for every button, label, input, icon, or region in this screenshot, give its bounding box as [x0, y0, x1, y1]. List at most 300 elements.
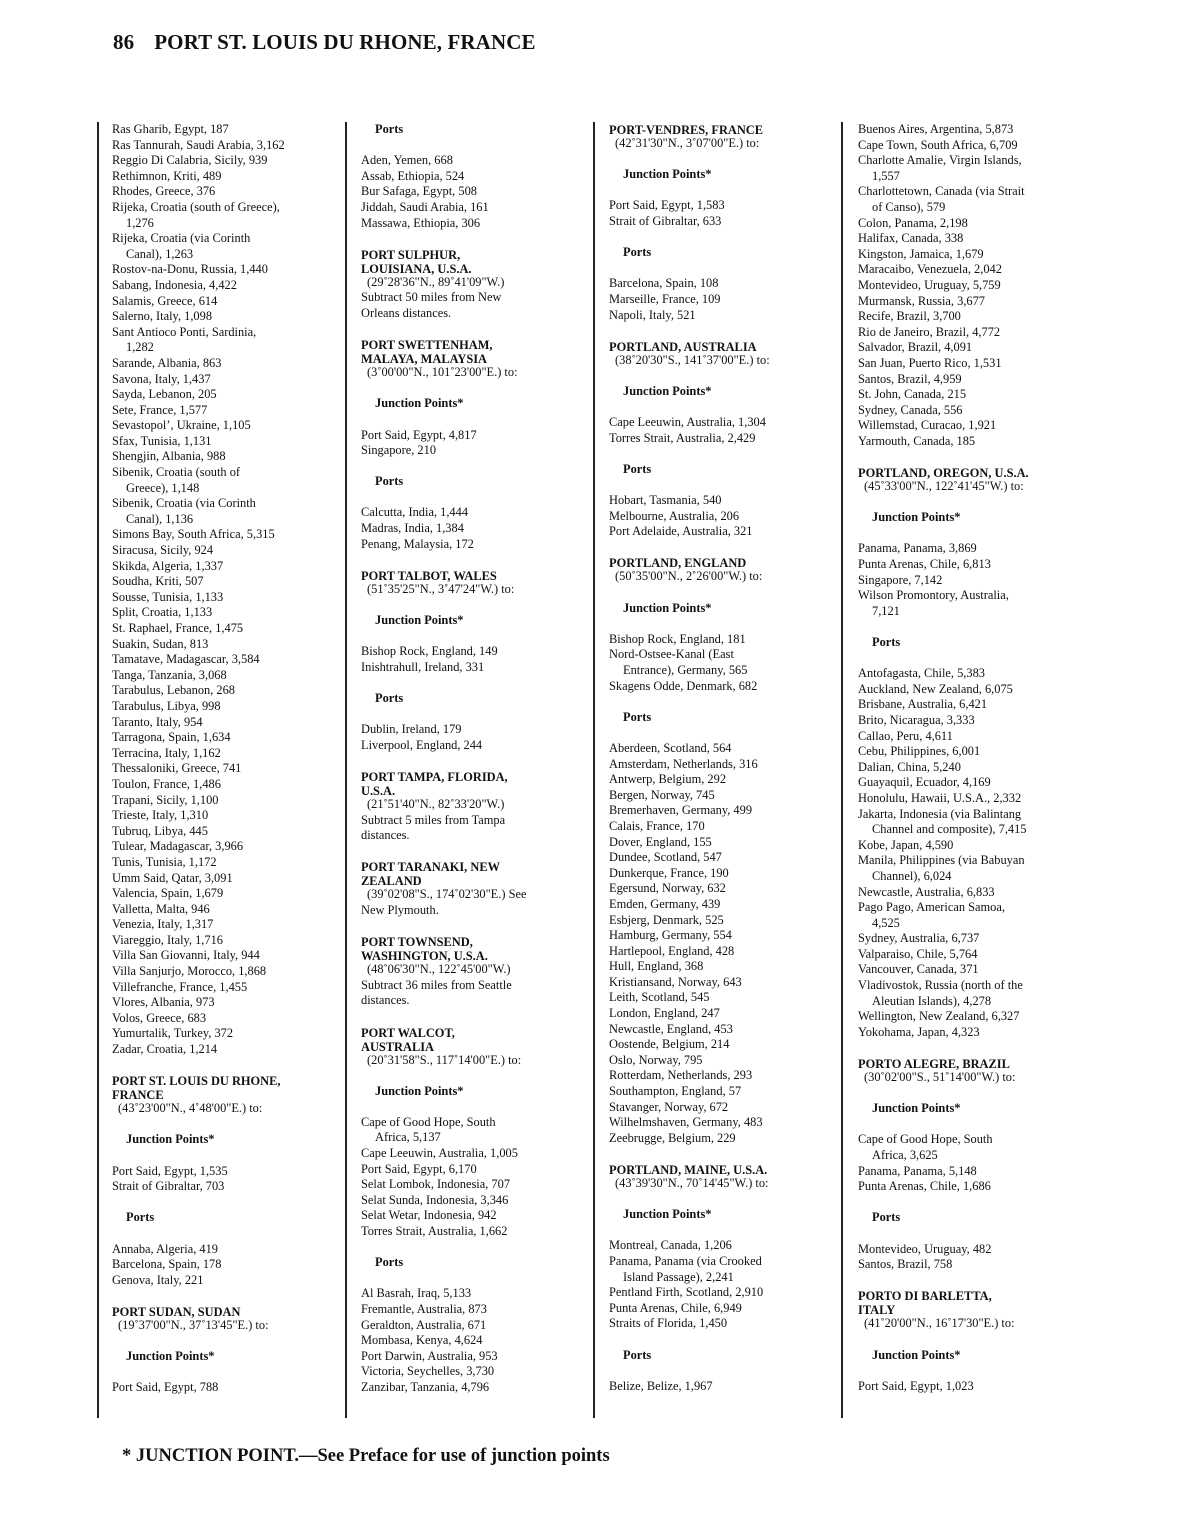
distance-entry: Cape of Good Hope, South	[858, 1132, 993, 1147]
distance-entry: Bremerhaven, Germany, 499	[609, 803, 753, 818]
entry-heading: FRANCE	[112, 1088, 164, 1103]
distance-entry: Guayaquil, Ecuador, 4,169	[858, 775, 991, 790]
section-label: Junction Points*	[375, 396, 464, 411]
distance-entry: Rhodes, Greece, 376	[112, 184, 216, 199]
distance-entry: Selat Wetar, Indonesia, 942	[361, 1208, 497, 1223]
distance-entry: Split, Croatia, 1,133	[112, 605, 213, 620]
spacer	[361, 381, 576, 397]
spacer	[858, 1363, 1073, 1379]
distance-entry: Montreal, Canada, 1,206	[609, 1238, 732, 1253]
distance-entry: Sfax, Tunisia, 1,131	[112, 433, 212, 448]
entry-coordinates: (41˚20'00"N., 16˚17'30"E.) to:	[864, 1316, 1015, 1331]
distance-entry: San Juan, Puerto Rico, 1,531	[858, 355, 1002, 370]
spacer	[112, 1288, 327, 1304]
distance-entry: Strait of Gibraltar, 633	[609, 213, 722, 228]
distance-entry: Wellington, New Zealand, 6,327	[858, 1009, 1020, 1024]
distance-entry: 4,525	[872, 915, 900, 930]
entry-heading: PORTLAND, ENGLAND	[609, 556, 747, 571]
distance-entry: Fremantle, Australia, 873	[361, 1302, 487, 1316]
spacer	[609, 1332, 824, 1348]
distance-entry: Victoria, Seychelles, 3,730	[361, 1364, 495, 1379]
distance-entry: Suakin, Sudan, 813	[112, 636, 209, 651]
distance-entry: Massawa, Ethiopia, 306	[361, 215, 481, 230]
section-label: Ports	[623, 1347, 652, 1362]
distance-entry: Thessaloniki, Greece, 741	[112, 761, 242, 776]
distance-entry: Reggio Di Calabria, Sicily, 939	[112, 153, 268, 168]
spacer	[361, 138, 576, 154]
section-label: Junction Points*	[375, 1083, 464, 1098]
distance-entry: Egersund, Norway, 632	[609, 881, 726, 896]
distance-entry: Cape Leeuwin, Australia, 1,304	[609, 415, 766, 430]
entry-heading: PORTLAND, OREGON, U.S.A.	[858, 466, 1029, 481]
entry-coordinates: (45˚33'00"N., 122˚41'45"W.) to:	[864, 479, 1024, 494]
distance-entry: Auckland, New Zealand, 6,075	[858, 681, 1013, 696]
section-label: Ports	[872, 1210, 901, 1225]
distance-entry: Oslo, Norway, 795	[609, 1052, 703, 1067]
distance-entry: Montevideo, Uruguay, 5,759	[858, 277, 1001, 292]
distance-entry: Dalian, China, 5,240	[858, 759, 961, 774]
distance-entry: Hull, England, 368	[609, 959, 704, 974]
spacer	[858, 1332, 1073, 1348]
distance-entry: Dublin, Ireland, 179	[361, 722, 462, 737]
text-column-2	[361, 122, 576, 1396]
spacer	[609, 152, 824, 168]
column-rule	[841, 122, 843, 1418]
distance-entry: Cape Town, South Africa, 6,709	[858, 137, 1018, 152]
distance-entry: Toulon, France, 1,486	[112, 776, 221, 791]
spacer	[361, 919, 576, 935]
distance-entry: Punta Arenas, Chile, 1,686	[858, 1179, 991, 1194]
section-label: Junction Points*	[872, 1101, 961, 1116]
spacer	[609, 230, 824, 246]
section-label: Ports	[375, 474, 404, 489]
section-label: Junction Points*	[623, 167, 712, 182]
section-label: Junction Points*	[126, 1349, 215, 1364]
distance-entry: Trieste, Italy, 1,310	[112, 808, 209, 823]
entry-coordinates: (38˚20'30"S., 141˚37'00"E.) to:	[615, 352, 770, 367]
distance-entry: Recife, Brazil, 3,700	[858, 309, 961, 324]
spacer	[609, 477, 824, 493]
spacer	[609, 540, 824, 556]
distance-entry: Hamburg, Germany, 554	[609, 928, 732, 943]
section-label: Ports	[623, 461, 652, 476]
entry-heading: PORT TALBOT, WALES	[361, 568, 497, 583]
distance-entry: Al Basrah, Iraq, 5,133	[361, 1286, 472, 1301]
distance-entry: Savona, Italy, 1,437	[112, 371, 211, 386]
distance-entry: Belize, Belize, 1,967	[609, 1378, 713, 1393]
distance-entry: Straits of Florida, 1,450	[609, 1316, 728, 1331]
distance-entry: Yumurtalik, Turkey, 372	[112, 1026, 234, 1041]
distance-entry: Dover, England, 155	[609, 834, 712, 849]
distance-entry: Orleans distances.	[361, 305, 452, 320]
distance-entry: Canal), 1,263	[126, 246, 194, 261]
spacer	[361, 552, 576, 568]
distance-entry: Tunis, Tunisia, 1,172	[112, 854, 217, 869]
distance-entry: Greece), 1,148	[126, 480, 200, 495]
column-rule	[97, 122, 99, 1418]
entry-heading: PORTO DI BARLETTA,	[858, 1289, 992, 1304]
section-label: Ports	[375, 122, 404, 136]
column-rule	[345, 122, 347, 1418]
distance-entry: distances.	[361, 993, 410, 1008]
distance-entry: Santos, Brazil, 758	[858, 1257, 953, 1272]
section-label: Junction Points*	[375, 613, 464, 628]
distance-entry: Subtract 5 miles from Tampa	[361, 812, 506, 827]
distance-entry: Punta Arenas, Chile, 6,813	[858, 557, 991, 572]
distance-entry: Singapore, 7,142	[858, 572, 943, 587]
distance-entry: Newcastle, England, 453	[609, 1021, 733, 1036]
section-label: Junction Points*	[623, 600, 712, 615]
spacer	[609, 1192, 824, 1208]
distance-entry: Bergen, Norway, 745	[609, 787, 715, 802]
spacer	[112, 1365, 327, 1381]
distance-entry: Bur Safaga, Egypt, 508	[361, 184, 477, 199]
entry-coordinates: (20˚31'58"S., 117˚14'00"E.) to:	[367, 1052, 522, 1067]
distance-entry: Tamatave, Madagascar, 3,584	[112, 652, 260, 667]
distance-entry: Volos, Greece, 683	[112, 1010, 207, 1025]
distance-entry: Sabang, Indonesia, 4,422	[112, 277, 237, 292]
distance-entry: Barcelona, Spain, 108	[609, 276, 719, 291]
distance-entry: Montevideo, Uruguay, 482	[858, 1241, 992, 1256]
distance-entry: Honolulu, Hawaii, U.S.A., 2,332	[858, 790, 1022, 805]
spacer	[112, 1058, 327, 1074]
distance-entry: Strait of Gibraltar, 703	[112, 1179, 225, 1194]
entry-heading: PORT TOWNSEND,	[361, 935, 473, 950]
spacer	[609, 585, 824, 601]
distance-entry: Punta Arenas, Chile, 6,949	[609, 1300, 742, 1315]
distance-entry: Port Said, Egypt, 1,535	[112, 1163, 228, 1178]
distance-entry: Panama, Panama, 5,148	[858, 1163, 977, 1178]
distance-entry: Murmansk, Russia, 3,677	[858, 293, 986, 308]
spacer	[361, 1099, 576, 1115]
distance-entry: Penang, Malaysia, 172	[361, 536, 474, 551]
distance-entry: Port Said, Egypt, 1,023	[858, 1378, 974, 1393]
distance-entry: Cebu, Philippines, 6,001	[858, 744, 981, 759]
distance-entry: Subtract 36 miles from Seattle	[361, 977, 512, 992]
distance-entry: Mombasa, Kenya, 4,624	[361, 1333, 483, 1348]
distance-entry: Tarabulus, Lebanon, 268	[112, 683, 236, 698]
spacer	[112, 1148, 327, 1164]
distance-entry: Sayda, Lebanon, 205	[112, 387, 217, 402]
distance-entry: Kobe, Japan, 4,590	[858, 837, 954, 852]
entry-coordinates: (43˚23'00"N., 4˚48'00"E.) to:	[118, 1101, 263, 1116]
distance-entry: Ras Tannurah, Saudi Arabia, 3,162	[112, 137, 285, 152]
entry-coordinates: (30˚02'00"S., 51˚14'00"W.) to:	[864, 1070, 1016, 1085]
distance-entry: Rio de Janeiro, Brazil, 4,772	[858, 324, 1001, 339]
section-label: Ports	[872, 635, 901, 649]
distance-entry: Colon, Panama, 2,198	[858, 215, 968, 230]
distance-entry: 1,557	[872, 168, 900, 183]
distance-entry: Rotterdam, Netherlands, 293	[609, 1068, 753, 1083]
spacer	[858, 1195, 1073, 1211]
distance-entry: Napoli, Italy, 521	[609, 307, 696, 322]
distance-entry: Santos, Brazil, 4,959	[858, 371, 962, 386]
entry-coordinates: (39˚02'08"S., 174˚02'30"E.) See	[367, 887, 527, 902]
entry-coordinates: (3˚00'00"N., 101˚23'00"E.) to:	[367, 365, 518, 380]
distance-entry: Port Said, Egypt, 4,817	[361, 427, 477, 442]
distance-entry: Sydney, Canada, 556	[858, 402, 963, 417]
distance-entry: Villefranche, France, 1,455	[112, 979, 248, 994]
distance-entry: Rijeka, Croatia (via Corinth	[112, 231, 251, 246]
entry-heading: AUSTRALIA	[361, 1039, 434, 1054]
distance-entry: Genova, Italy, 221	[112, 1272, 204, 1287]
distance-entry: Rostov-na-Donu, Russia, 1,440	[112, 262, 268, 277]
distance-entry: 1,276	[126, 215, 154, 230]
distance-entry: Newcastle, Australia, 6,833	[858, 884, 995, 899]
entry-heading: ITALY	[858, 1303, 896, 1318]
distance-entry: Skikda, Algeria, 1,337	[112, 558, 224, 573]
text-column-1	[112, 122, 327, 1396]
distance-entry: Calcutta, India, 1,444	[361, 505, 469, 520]
distance-entry: St. Raphael, France, 1,475	[112, 621, 244, 635]
distance-entry: Madras, India, 1,384	[361, 521, 464, 536]
distance-entry: Oostende, Belgium, 214	[609, 1037, 730, 1052]
spacer	[361, 1068, 576, 1084]
section-label: Ports	[375, 691, 404, 705]
distance-entry: Canal), 1,136	[126, 511, 194, 526]
distance-entry: Nord-Ostsee-Kanal (East	[609, 647, 734, 662]
distance-entry: Simons Bay, South Africa, 5,315	[112, 527, 275, 542]
spacer	[609, 446, 824, 462]
entry-heading: PORT-VENDRES, FRANCE	[609, 123, 764, 137]
distance-entry: Melbourne, Australia, 206	[609, 508, 740, 523]
page-header	[113, 30, 536, 55]
entry-heading: PORT WALCOT,	[361, 1025, 455, 1040]
distance-entry: Southampton, England, 57	[609, 1084, 742, 1099]
section-label: Junction Points*	[623, 383, 712, 398]
distance-entry: Rijeka, Croatia (south of Greece),	[112, 199, 280, 214]
distance-entry: Charlottetown, Canada (via Strait	[858, 184, 1025, 199]
distance-entry: Entrance), Germany, 565	[623, 663, 748, 677]
distance-entry: Barcelona, Spain, 178	[112, 1257, 222, 1272]
distance-entry: Subtract 50 miles from New	[361, 290, 502, 305]
distance-entry: Brito, Nicaragua, 3,333	[858, 712, 975, 727]
distance-entry: Willemstad, Curacao, 1,921	[858, 418, 997, 433]
entry-heading: U.S.A.	[361, 783, 396, 798]
distance-entry: Soudha, Kriti, 507	[112, 574, 204, 589]
distance-entry: Trapani, Sicily, 1,100	[112, 792, 219, 807]
spacer	[609, 323, 824, 339]
text-column-4	[858, 122, 1073, 1394]
distance-entry: Esbjerg, Denmark, 525	[609, 912, 724, 927]
distance-entry: Tubruq, Libya, 445	[112, 823, 208, 838]
spacer	[858, 495, 1073, 511]
distance-entry: Calais, France, 170	[609, 818, 705, 833]
distance-entry: Vlores, Albania, 973	[112, 995, 215, 1010]
section-label: Ports	[375, 1255, 404, 1270]
spacer	[112, 1334, 327, 1350]
spacer	[858, 449, 1073, 465]
spacer	[112, 1226, 327, 1242]
entry-coordinates: (48˚06'30"N., 122˚45'00"W.)	[367, 962, 511, 977]
distance-entry: Port Adelaide, Australia, 321	[609, 524, 753, 539]
spacer	[609, 725, 824, 741]
entry-heading: PORT TARANAKI, NEW	[361, 860, 500, 875]
distance-entry: Skagens Odde, Denmark, 682	[609, 678, 758, 693]
spacer	[361, 459, 576, 475]
spacer	[609, 616, 824, 632]
distance-entry: Africa, 5,137	[375, 1130, 441, 1145]
distance-entry: Tarragona, Spain, 1,634	[112, 730, 231, 745]
distance-entry: Torres Strait, Australia, 1,662	[361, 1224, 508, 1239]
distance-entry: Zadar, Croatia, 1,214	[112, 1042, 218, 1057]
distance-entry: Channel), 6,024	[872, 868, 952, 883]
distance-entry: Villa Sanjurjo, Morocco, 1,868	[112, 964, 267, 979]
distance-entry: Wilhelmshaven, Germany, 483	[609, 1115, 763, 1130]
distance-entry: Leith, Scotland, 545	[609, 990, 710, 1005]
spacer	[361, 1240, 576, 1256]
entry-coordinates: (29˚28'36"N., 89˚41'09"W.)	[367, 274, 505, 289]
distance-entry: Island Passage), 2,241	[623, 1269, 734, 1284]
distance-entry: Inishtrahull, Ireland, 331	[361, 659, 485, 674]
distance-entry: Valencia, Spain, 1,679	[112, 886, 224, 901]
distance-entry: Zanzibar, Tanzania, 4,796	[361, 1379, 490, 1394]
section-label: Junction Points*	[623, 1207, 712, 1222]
distance-entry: Antofagasta, Chile, 5,383	[858, 666, 985, 681]
section-label: Ports	[623, 709, 652, 724]
distance-entry: 1,282	[126, 340, 154, 355]
distance-entry: Pago Pago, American Samoa,	[858, 900, 1005, 915]
distance-entry: Sibenik, Croatia (south of	[112, 465, 241, 480]
distance-entry: of Canso), 579	[872, 199, 946, 214]
distance-entry: Valletta, Malta, 946	[112, 901, 210, 916]
distance-entry: Panama, Panama, 3,869	[858, 541, 977, 556]
section-label: Junction Points*	[872, 1347, 961, 1362]
distance-entry: Selat Lombok, Indonesia, 707	[361, 1177, 511, 1192]
distance-entry: Zeebrugge, Belgium, 229	[609, 1130, 736, 1145]
distance-entry: Rethimnon, Kriti, 489	[112, 168, 222, 183]
entry-heading: PORT SUDAN, SUDAN	[112, 1304, 241, 1319]
spacer	[361, 1271, 576, 1287]
entry-heading: PORTO ALEGRE, BRAZIL	[858, 1057, 1010, 1072]
distance-entry: Liverpool, England, 244	[361, 737, 483, 752]
text-column-3	[609, 122, 824, 1394]
section-label: Junction Points*	[126, 1132, 215, 1147]
spacer	[112, 1117, 327, 1133]
entry-heading: PORT SULPHUR,	[361, 247, 461, 262]
distance-entry: Taranto, Italy, 954	[112, 714, 203, 729]
spacer	[609, 400, 824, 416]
distance-entry: Torres Strait, Australia, 2,429	[609, 430, 756, 445]
distance-entry: Marseille, France, 109	[609, 291, 721, 306]
distance-entry: Brisbane, Australia, 6,421	[858, 697, 988, 712]
entry-coordinates: (51˚35'25"N., 3˚47'24"W.) to:	[367, 581, 515, 596]
distance-entry: Sant Antioco Ponti, Sardinia,	[112, 324, 257, 339]
spacer	[361, 753, 576, 769]
distance-entry: Sevastopol’, Ukraine, 1,105	[112, 418, 251, 433]
distance-entry: St. John, Canada, 215	[858, 387, 967, 402]
distance-entry: Cape Leeuwin, Australia, 1,005	[361, 1146, 518, 1161]
distance-entry: Hartlepool, England, 428	[609, 943, 735, 958]
spacer	[361, 412, 576, 428]
distance-entry: Geraldton, Australia, 671	[361, 1317, 487, 1332]
distance-entry: Charlotte Amalie, Virgin Islands,	[858, 153, 1022, 168]
entry-coordinates: (21˚51'40"N., 82˚33'20"W.)	[367, 796, 505, 811]
distance-entry: Aden, Yemen, 668	[361, 153, 453, 168]
entry-heading: PORT ST. LOUIS DU RHONE,	[112, 1074, 281, 1089]
page-title: PORT ST. LOUIS DU RHONE, FRANCE	[154, 30, 536, 54]
distance-entry: 7,121	[872, 603, 900, 618]
spacer	[361, 629, 576, 645]
distance-entry: Yarmouth, Canada, 185	[858, 433, 976, 448]
spacer	[858, 651, 1073, 667]
spacer	[361, 844, 576, 860]
distance-entry: Port Darwin, Australia, 953	[361, 1348, 498, 1363]
distance-entry: Sarande, Albania, 863	[112, 355, 222, 370]
distance-entry: Buenos Aires, Argentina, 5,873	[858, 122, 1014, 136]
distance-entry: Salvador, Brazil, 4,091	[858, 340, 973, 355]
entry-heading: PORT TAMPA, FLORIDA,	[361, 769, 508, 784]
spacer	[858, 619, 1073, 635]
spacer	[361, 597, 576, 613]
distance-entry: Halifax, Canada, 338	[858, 231, 964, 246]
spacer	[609, 368, 824, 384]
distance-entry: Annaba, Algeria, 419	[112, 1241, 218, 1256]
spacer	[609, 183, 824, 199]
distance-entry: Dunkerque, France, 190	[609, 865, 729, 880]
section-label: Ports	[623, 245, 652, 260]
distance-entry: London, England, 247	[609, 1006, 720, 1021]
spacer	[361, 490, 576, 506]
spacer	[858, 1117, 1073, 1133]
spacer	[361, 322, 576, 338]
distance-entry: Sete, France, 1,577	[112, 402, 208, 417]
spacer	[858, 1273, 1073, 1289]
distance-entry: Port Said, Egypt, 6,170	[361, 1161, 477, 1176]
spacer	[858, 526, 1073, 542]
distance-entry: Wilson Promontory, Australia,	[858, 588, 1009, 603]
distance-entry: Africa, 3,625	[872, 1148, 938, 1162]
distance-entry: Dundee, Scotland, 547	[609, 850, 722, 865]
spacer	[858, 1040, 1073, 1056]
distance-entry: Sydney, Australia, 6,737	[858, 931, 980, 946]
entry-heading: PORT SWETTENHAM,	[361, 338, 493, 353]
distance-entry: Kristiansand, Norway, 643	[609, 974, 742, 989]
distance-entry: Selat Sunda, Indonesia, 3,346	[361, 1192, 509, 1207]
distance-entry: Ras Gharib, Egypt, 187	[112, 122, 229, 136]
section-label: Ports	[126, 1210, 155, 1225]
distance-entry: Kingston, Jamaica, 1,679	[858, 246, 984, 261]
distance-entry: Sousse, Tunisia, 1,133	[112, 589, 224, 604]
section-label: Junction Points*	[872, 510, 961, 525]
distance-entry: Pentland Firth, Scotland, 2,910	[609, 1285, 764, 1300]
spacer	[858, 1226, 1073, 1242]
footnote: * JUNCTION POINT.—See Preface for use of junction points	[122, 1446, 610, 1466]
spacer	[609, 1363, 824, 1379]
distance-entry: Aberdeen, Scotland, 564	[609, 740, 732, 755]
distance-entry: distances.	[361, 828, 410, 843]
distance-entry: Shengjin, Albania, 988	[112, 449, 226, 464]
column-rule	[593, 122, 595, 1418]
spacer	[112, 1195, 327, 1211]
distance-entry: Aleutian Islands), 4,278	[872, 993, 992, 1008]
distance-entry: Hobart, Tasmania, 540	[609, 493, 722, 508]
entry-heading: MALAYA, MALAYSIA	[361, 352, 487, 367]
distance-entry: Cape of Good Hope, South	[361, 1114, 496, 1129]
distance-entry: Bishop Rock, England, 149	[361, 644, 498, 659]
distance-entry: Manila, Philippines (via Babuyan	[858, 853, 1025, 868]
spacer	[361, 1009, 576, 1025]
entry-heading: ZEALAND	[361, 874, 422, 889]
page-number: 86	[113, 30, 135, 54]
spacer	[361, 231, 576, 247]
spacer	[609, 1146, 824, 1162]
distance-entry: Bishop Rock, England, 181	[609, 631, 746, 646]
distance-entry: Callao, Peru, 4,611	[858, 728, 953, 743]
spacer	[609, 1223, 824, 1239]
distance-entry: Salerno, Italy, 1,098	[112, 309, 213, 324]
spacer	[609, 261, 824, 277]
